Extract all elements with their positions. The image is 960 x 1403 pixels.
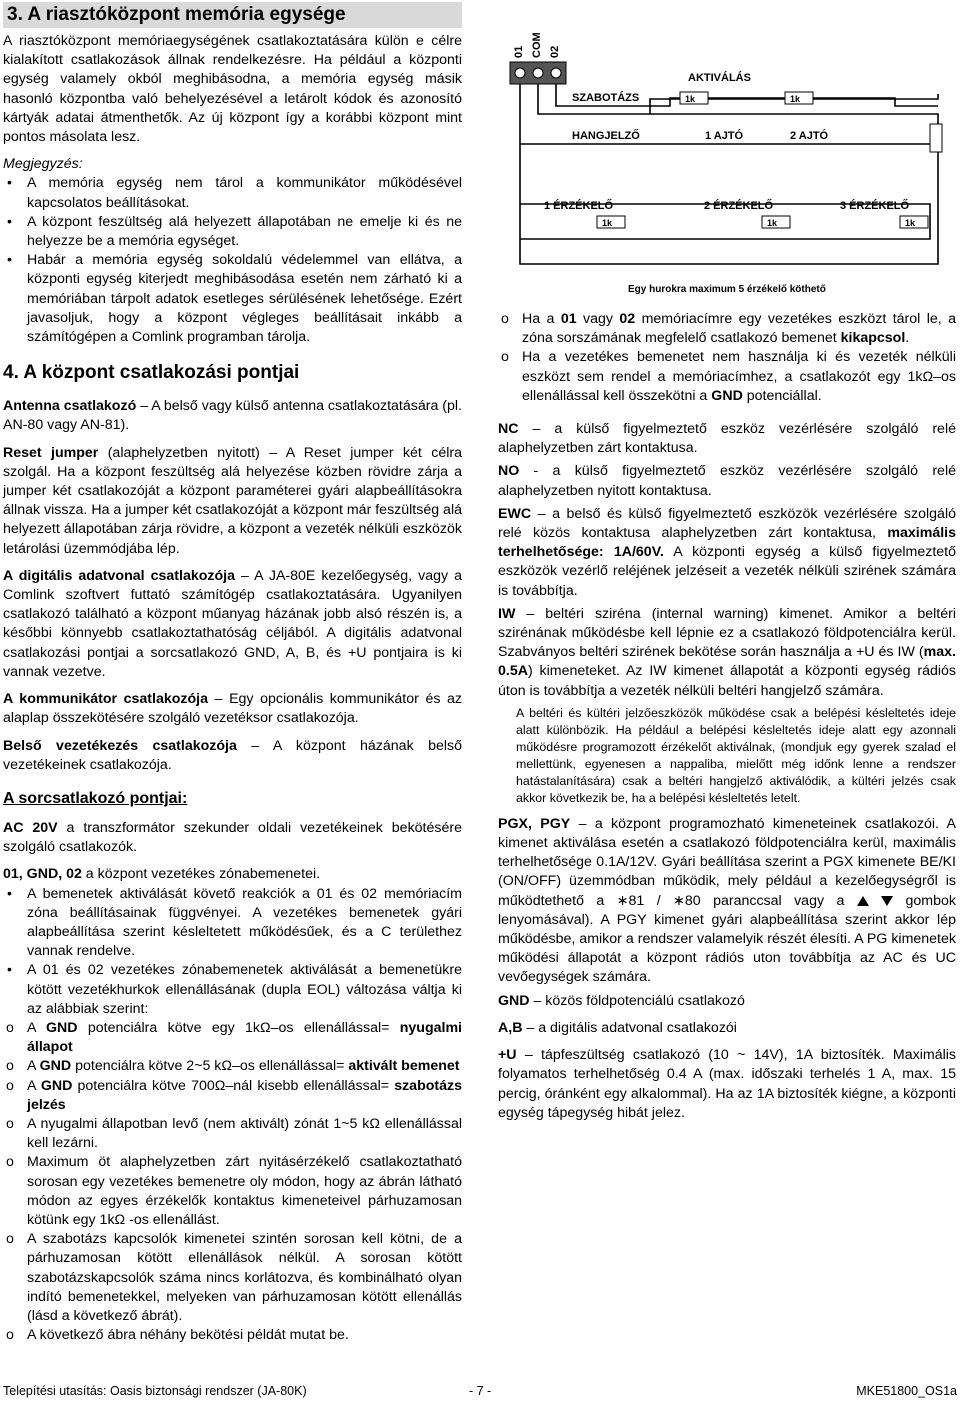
digital-text-2: Ugyanilyen csatlakozó található a központ műanyag házának jobb alsó részén is, a későbbi könnyebb csatlakoztathatóság céljából. A digitális adatvonal csatlakozási pontjai a sorcsatlakozó GND, A, B, és +U pontjaira is ki vannak vezetve. (3, 587, 462, 680)
reset-text-1: (alaphelyzetben nyitott) – A Reset jumper két célra szolgál. (3, 444, 462, 480)
inner-wiring-label: Belső vezetékezés csatlakozója (3, 737, 237, 754)
iw-text: ) kimeneteket. Az IW kimenet állapotát a központi egység rádiós úton is továbbítja a vezeték nélküli beltéri hangjelző számára. (498, 663, 956, 699)
wire-loop (520, 84, 938, 264)
resistor-label: 1k (767, 218, 778, 228)
reset-label: Reset jumper (3, 444, 99, 461)
communicator-paragraph (3, 690, 462, 728)
ab-label: A,B (498, 1019, 523, 1036)
ewc-bold: maximális terhelhetősége: 1A/60V. (498, 525, 956, 561)
section-4-title: 4. A központ csatlakozási pontjai (3, 362, 300, 384)
gnd-label: GND (498, 992, 530, 1009)
door-1-label: 1 AJTÓ (705, 130, 744, 142)
nc-label: NC (498, 421, 519, 438)
ac-paragraph (3, 819, 462, 857)
iw-bold: max. 0.5A (498, 644, 956, 680)
door-2-label: 2 AJTÓ (790, 130, 829, 142)
section-3-title: 3. A riasztóközpont memória egysége (3, 2, 462, 28)
resistor-label: 1k (685, 94, 696, 104)
right-column (498, 310, 956, 1123)
ab-paragraph (498, 1019, 956, 1038)
sabotage-label: SZABOTÁZS (572, 92, 640, 104)
ewc-text: – a belső és külső figyelmeztető eszközök vezérlésére szolgáló relé közös kontaktusa alaphelyzetben zárt kontaktusa, (498, 505, 956, 542)
subitem-text: potenciálra kötve egy 1kΩ–os ellenállással= (77, 1019, 400, 1036)
ac-label: AC 20V (3, 819, 58, 836)
subitem-text: A (27, 1019, 47, 1036)
digital-label: A digitális adatvonal csatlakozója (3, 567, 235, 584)
siren-label: HANGJELZŐ (572, 130, 640, 142)
note-label: Megjegyzés: (3, 156, 83, 173)
note-bold: 01 (560, 311, 577, 327)
digital-paragraph (3, 567, 462, 682)
activation-label: AKTIVÁLÁS (688, 72, 751, 84)
zone-subitem: o A nyugalmi állapotban levő (nem aktivált) zónát 1~5 kΩ ellenállással kell lezárni. (3, 1115, 462, 1153)
arrow-down-icon (881, 896, 893, 906)
subitem-state: nyugalmi állapot (27, 1019, 462, 1056)
nc-paragraph (498, 420, 956, 458)
subitem-text: potenciálra kötve 700Ω–nál kisebb ellenállással= (72, 1077, 395, 1094)
note-text: vagy (576, 311, 620, 327)
zone-label: 01, GND, 02 (3, 866, 82, 883)
section-3-intro: A riasztóközpont memóriaegységének csatlakoztatására külön e célre kialakított csatlakozások állnak rendelkezésre. Ha például a központi egység valamely okból meghibásodna, a memória egység másik hasonló központba való behelyezésével a letárolt kódok és azonosító kártyák adatai átmenthetők. Az új központ így a korábbi központ mint pontos másolata lesz. (3, 33, 462, 146)
small-note: A beltéri és kültéri jelzőeszközök működése csak a belépési késleltetés ideje alatt különbözik. Ha például a belépési késleltetés ideje alatt egy azonnali működésre programozott érzékelőt aktiválnak, (mondjuk egy gyerek szalad el mellettünk, egyenesen a nappaliba, mielőtt még időnk lenne a rendszer hatástalanítására) csak a beltéri hangjelző aktiválódik, a kültéri jelzés csak akkor következik be, ha a belépési késleltetés letelt. (516, 705, 956, 805)
small-note-box (498, 705, 956, 807)
communicator-text: – Egy opcionális kommunikátor és az alaplap összekötésére szolgáló vezetéksor csatlakozója. (3, 691, 462, 727)
subitem-text: potenciálra kötve 2~5 kΩ–os ellenállással= (71, 1058, 349, 1075)
subitem-gnd: GND (39, 1058, 72, 1075)
memory-notes-list (498, 310, 956, 406)
diagram-caption: Egy hurokra maximum 5 érzékelő köthető (628, 284, 826, 295)
zone-list (3, 885, 462, 1346)
resistor-label: 1k (905, 218, 916, 228)
note-list (3, 174, 462, 347)
zone-subitem: o A szabotázs kapcsolók kimenetei szintén sorosan kell kötni, de a párhuzamosan kötött ellenállások nélkül. A sorosan kötött szabotázskapcsolók száma nincs korlátozva, és kombinálható olyan indító bemenetekkel, melyeken van párhuzamosan kötött ellenállás (lásd a következő ábrát). (3, 1230, 462, 1326)
footer-left: Telepítési utasítás: Oasis biztonsági rendszer (JA-80K) (3, 1384, 307, 1398)
digital-text-1: – A JA-80E kezelőegység, vagy a Comlink szoftvert futtató számítógép csatlakoztatására. (3, 567, 462, 604)
ab-text: – a digitális adatvonal csatlakozói (522, 1019, 737, 1036)
detector-1-label: 1 ÉRZÉKELŐ (544, 200, 614, 212)
footer-right: MKE51800_OS1a (856, 1384, 957, 1398)
iw-paragraph (498, 605, 956, 701)
subitem-text: A (27, 1077, 41, 1094)
pgx-text: gombok lenyomásával). A PGY kimenet gyári alapbeállítása szerint akkor lép működésbe, amikor a rendszer valamelyik részét élesíti. A PG kimenetek működési állapotát a központ rádiós uton továbbítja az AC és UC vevőegységek számára. (498, 892, 956, 986)
terminal-screw (515, 68, 525, 78)
subitem-state: szabotázs jelzés (27, 1077, 463, 1113)
subitem-gnd: GND (46, 1019, 78, 1036)
zone-bullet: • A bemenetek aktiválását követő reakciók a 01 és 02 memóriacím zóna beállításainak függvényei. A vezetékes bemenetek gyári alapbeállítása szerint késleltetett működésűek, és a C területhez vannak rendelve. (3, 885, 462, 962)
pgx-paragraph (498, 815, 956, 988)
ac-text: a transzformátor szekunder oldali vezetékeinek bekötésére szolgáló csatlakozók. (3, 819, 462, 856)
zone-sublist (3, 1019, 462, 1345)
detector-3-label: 3 ÉRZÉKELŐ (840, 200, 910, 212)
terminal-screw (533, 68, 543, 78)
zone-bullet (3, 961, 462, 1345)
wiring-diagram (500, 24, 956, 304)
note-item: • A központ feszültség alá helyezett állapotában ne emelje ki és ne helyezze be a memória egységet. (3, 213, 462, 251)
note-text: potenciállal. (742, 387, 822, 404)
pgx-label: PGX, PGY (498, 815, 571, 832)
pin-label: 02 (549, 45, 561, 58)
subitem-text: A (27, 1058, 40, 1075)
u-text: – tápfeszültség csatlakozó (10 ~ 14V), 1A biztosíték. Maximális folyamatos terhelhetőség 0.4 A (max. időszaki terhelés 1 A, max. 15 percig, óránként egy alkalommal). Ha az 1A biztosíték kiégne, a központi egység tápegység hibát jelez. (498, 1047, 956, 1121)
no-text: - a külső figyelmeztető eszköz vezérlésére szolgáló relé alaphelyzetben nyitott kontaktusa. (498, 463, 956, 499)
antenna-label: Antenna csatlakozó (3, 398, 137, 415)
reset-text-2: Ha a központ feszültség alá helyezése közben rövidre zárja a jumper két csatlakozóját a központ paraméterei gyári alapbeállításokra állnak vissza. Ha a jumper két csatlakozóját a központ már feszültség alá helyezett állapotában zárja rövidre, a központ a vezeték nélküli eszközök letárolási üzemmódjába lép. (3, 463, 462, 557)
zone-subitem: o A következő ábra néhány bekötési példát mutat be. (3, 1326, 462, 1345)
inner-wiring-text: – A központ házának belső vezetékeinek csatlakozója. (3, 737, 462, 773)
note-bold: 02 (619, 311, 636, 327)
zone-text: a központ vezetékes zónabemenetei. (81, 866, 321, 883)
inner-wiring-paragraph (3, 737, 462, 775)
detector-2-label: 2 ÉRZÉKELŐ (704, 200, 774, 212)
zone-subitem: o Maximum öt alaphelyzetben zárt nyitásérzékelő csatlakoztatható sorosan egy vezetékes bemenetre oly módon, hogy az ábrán látható módon az egyes érzékelők kontaktus kimeneteivel párhuzamosan kötünk egy 1kΩ -os ellenállást. (3, 1153, 462, 1230)
gnd-text: – közös földpotenciálú csatlakozó (529, 992, 745, 1009)
pin-label: COM (531, 32, 543, 58)
reset-paragraph (3, 444, 462, 559)
antenna-paragraph (3, 397, 462, 435)
zone-paragraph (3, 865, 462, 884)
resistor-label: 1k (602, 218, 613, 228)
note-text: Ha a (522, 311, 561, 327)
note-bold: kikapcsol (840, 330, 906, 347)
resistor (930, 124, 942, 152)
terminal-screw (551, 68, 561, 78)
u-paragraph (498, 1046, 956, 1123)
gnd-paragraph (498, 992, 956, 1011)
note-text: Ha a vezetékes bemenetet nem használja ki és vezeték nélküli eszközt sem rendel a memóriacímhez, a csatlakozót egy 1kΩ–os ellenállással kell összekötni a (522, 349, 956, 404)
u-label: +U (498, 1047, 517, 1064)
memory-note (498, 348, 956, 406)
note-item: • Habár a memória egység sokoldalú védelemmel van ellátva, a központi egység kiterjedt meghibásodása esetén nem zárható ki a memóriában tárpolt adatok esetleges sérülésének lehetősége. Ezért javasoljuk, hogy a központ végleges beállításait inkább a számítógépen a Comlink programban tárolja. (3, 251, 462, 347)
iw-label: IW (498, 605, 516, 622)
left-column (3, 0, 462, 1345)
pin-label: 01 (513, 45, 525, 58)
memory-note (498, 310, 956, 348)
no-label: NO (498, 463, 520, 480)
subitem-state: aktivált bemenet (348, 1058, 460, 1075)
ewc-paragraph (498, 505, 956, 601)
pgx-text: – a központ programozható kimeneteinek csatlakozói. A kimenet aktiválása esetén a csatlakozó földpotenciálra kerül, maximális terhelhetősége 0.1A/12V. Gyári beállítása szerint a PGX kimenete BE/KI (ON/OFF) üzemmódban működik, mely például a kezelőegységről is működtethető a ∗81 / ∗80 paranccsal vagy a (498, 815, 956, 909)
zone-subitem (3, 1019, 462, 1057)
no-paragraph (498, 462, 956, 500)
arrow-up-icon (857, 896, 869, 906)
antenna-text: – A belső vagy külső antenna csatlakoztatására (pl. AN-80 vagy AN-81). (3, 398, 462, 434)
zone-bullet-text: A 01 és 02 vezetékes zónabemenetek aktiválását a bemenetükre kötött vezetékhurkok ellenállásának (dupla EOL) változása váltja ki az alábbiak szerint: (27, 962, 462, 1017)
note-item: • A memória egység nem tárol a kommunikátor működésével kapcsolatos beállításokat. (3, 174, 462, 212)
note-bold: GND (711, 387, 743, 404)
communicator-label: A kommunikátor csatlakozója (3, 691, 209, 708)
ewc-text: A központi egység a külső figyelmeztető eszközök vezérlő reléjének jelzéseit a vezeték nélküli szirének számára is továbbítja. (498, 544, 956, 599)
resistor-label: 1k (790, 94, 801, 104)
subitem-gnd: GND (40, 1077, 73, 1094)
note-text: . (905, 330, 910, 347)
ewc-label: EWC (498, 505, 532, 522)
terminal-strip-title: A sorcsatlakozó pontjai: (3, 789, 188, 807)
nc-text: – a külső figyelmeztető eszköz vezérlésére szolgáló relé alaphelyzetben zárt kontaktusa. (498, 421, 956, 457)
page-number: - 7 - (469, 1384, 492, 1398)
note-text: memóriacímre egy vezetékes eszközt tárol le, a zóna sorszámának megfelelő csatlakozó bemenet (522, 311, 956, 347)
zone-subitem (3, 1077, 462, 1115)
iw-text: – beltéri sziréna (internal warning) kimenet. Amikor a beltéri szirénának működésbe kell lépnie ez a csatlakozó földpotenciálra kerül. Szabványos beltéri szirének bekötése során használja a +U és IW ( (498, 605, 956, 661)
zone-subitem (3, 1057, 462, 1076)
